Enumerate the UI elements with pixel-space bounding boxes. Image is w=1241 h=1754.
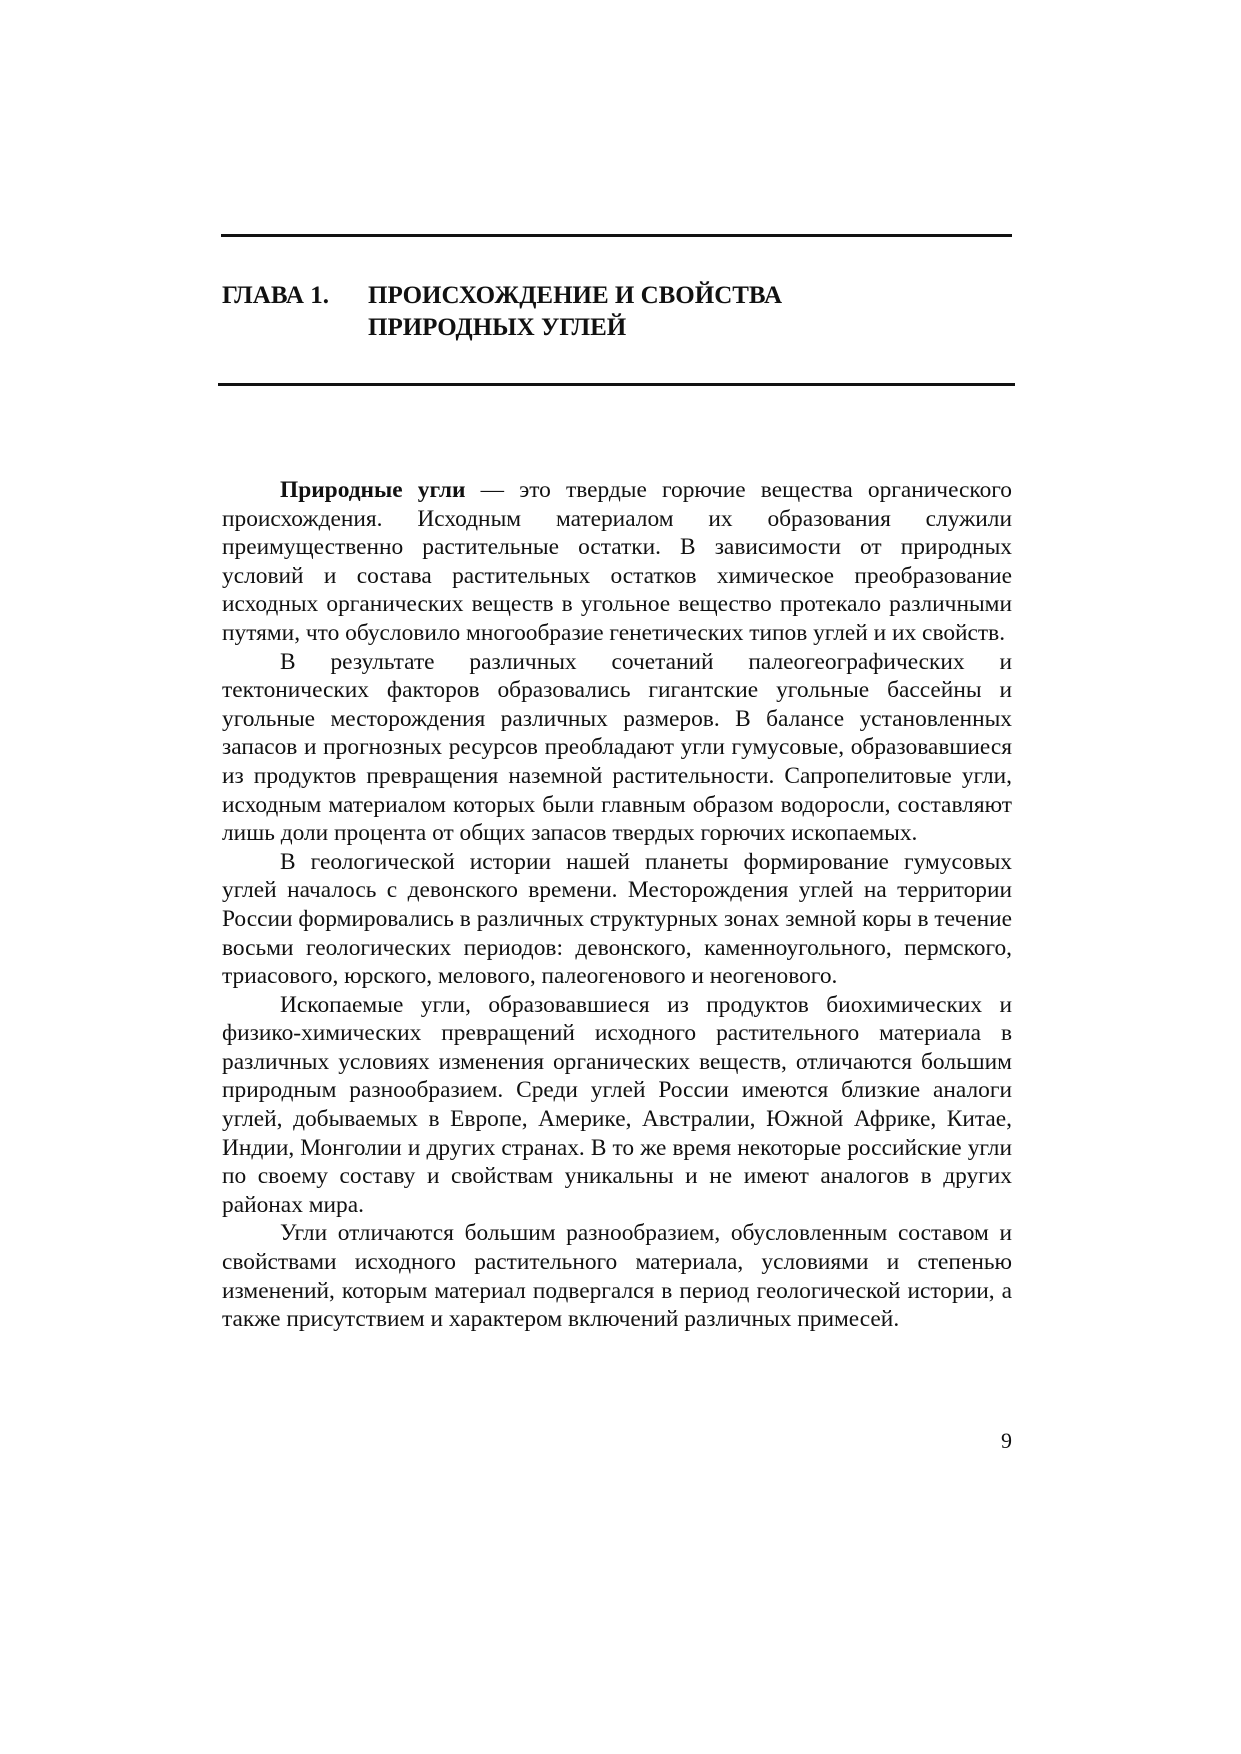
paragraph — [222, 476, 1012, 648]
page-number: 9 — [1001, 1428, 1012, 1453]
term-bold: Природные угли — [280, 477, 466, 503]
paragraph-text: — это твердые горючие вещества органического происхождения. Исходным материалом их образования служили преимущественно растительные остатки. В зависимости от природных условий и состава растительных остатков химическое преобразование исходных органических веществ в угольное вещество протекало различными путями, что обусловило многообразие генетических типов углей и их свойств. — [222, 477, 1012, 646]
top-divider — [221, 234, 1012, 237]
chapter-heading — [222, 280, 1002, 344]
chapter-number: ГЛАВА 1. — [222, 282, 329, 309]
paragraph: В результате различных сочетаний палеогеографических и тектонических факторов образовались гигантские угольные бассейны и угольные месторождения различных размеров. В балансе установленных запасов и прогнозных ресурсов преобладают угли гумусовые, образовавшиеся из продуктов превращения наземной растительности. Сапропелитовые угли, исходным материалом которых были главным образом водоросли, составляют лишь доли процента от общих запасов твердых горючих ископаемых. — [222, 648, 1012, 847]
bottom-divider — [218, 383, 1015, 386]
chapter-title-line-2: ПРИРОДНЫХ УГЛЕЙ — [368, 314, 627, 341]
chapter-title-line-1: ПРОИСХОЖДЕНИЕ И СВОЙСТВА — [368, 282, 783, 309]
paragraph: Угли отличаются большим разнообразием, обусловленным составом и свойствами исходного растительного материала, условиями и степенью изменений, которым материал подвергался в период геологической истории, а также присутствием и характером включений различных примесей. — [222, 1220, 1012, 1333]
paragraph: В геологической истории нашей планеты формирование гумусовых углей началось с девонского времени. Месторождения углей на территории России формировались в различных структурных зонах земной коры в течение восьми геологических периодов: девонского, каменноугольного, пермского, триасового, юрского, мелового, палеогенового и неогенового. — [222, 848, 1012, 990]
body-text — [222, 476, 1012, 1334]
paragraph: Ископаемые угли, образовавшиеся из продуктов биохимических и физико-химических превращений исходного растительного материала в различных условиях изменения органических веществ, отличаются большим природным разнообразием. Среди углей России имеются близкие аналоги углей, добываемых в Европе, Америке, Австралии, Южной Африке, Китае, Индии, Монголии и других странах. В то же время некоторые российские угли по своему составу и свойствам уникальны и не имеют аналогов в других районах мира. — [222, 991, 1012, 1218]
